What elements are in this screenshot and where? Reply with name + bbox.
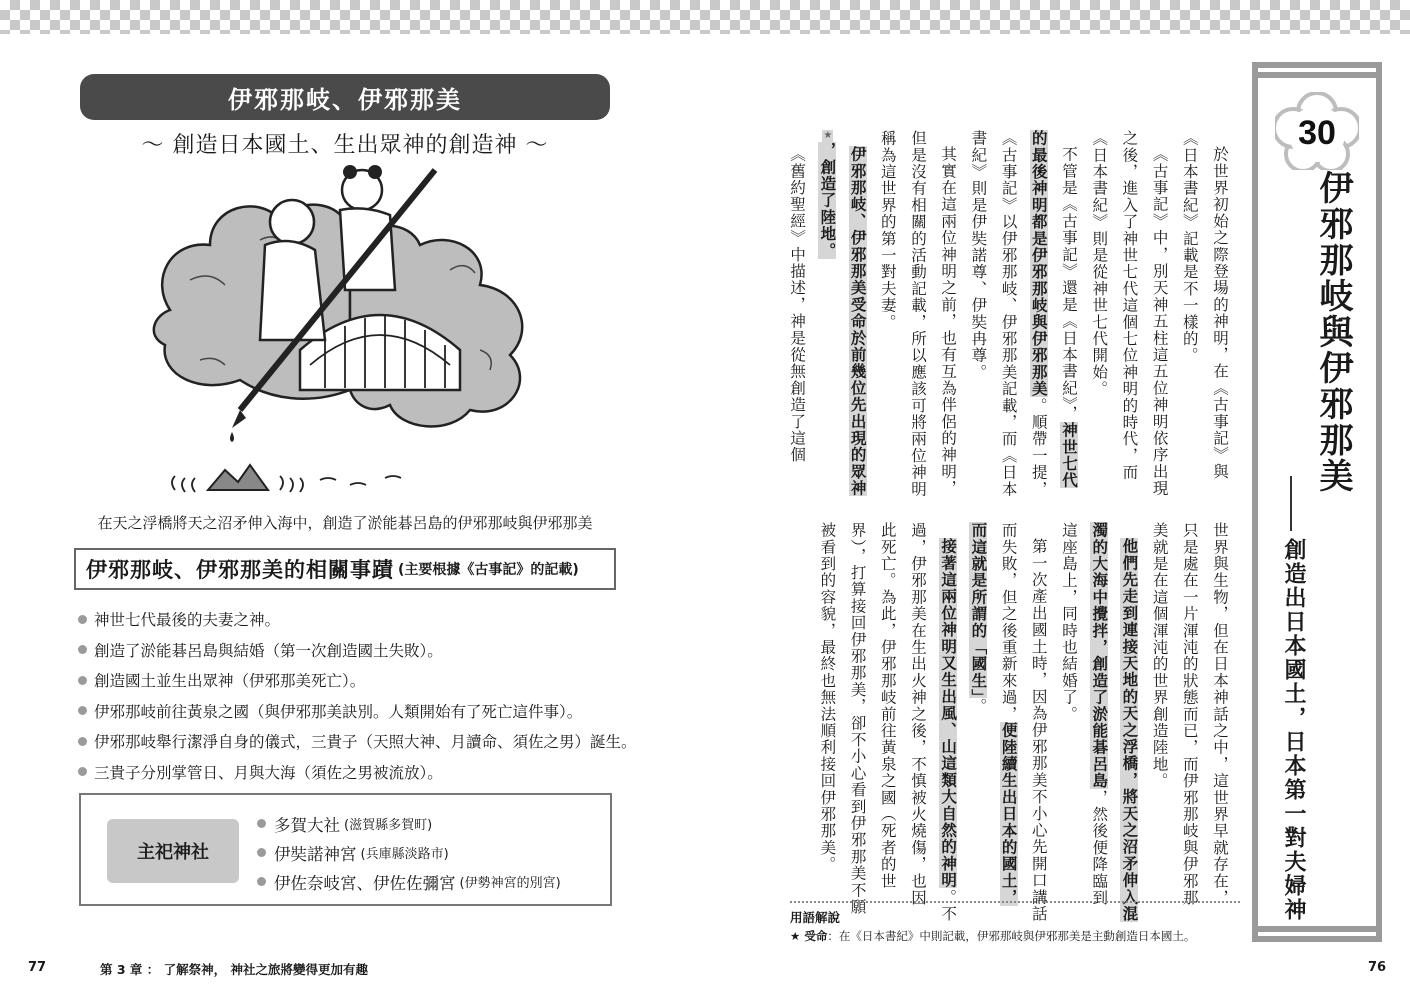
highlighted-text: 他們先走到連接天地的天之浮橋，將天之沼矛伸入混濁的大海中攪拌，創造了淤能碁呂島 [1090,522,1139,922]
bullet-icon [78,737,87,746]
body-text-top [788,130,1235,500]
right-page-number: 76 [1368,960,1387,975]
star-icon: ★ [822,130,834,143]
right-subtitle: 創造出日本國土，日本第一對夫婦神 [1281,538,1306,922]
glossary-title: 用語解說 [790,910,841,925]
list-item: 神世七代最後的夫妻之神。 [78,604,638,635]
facts-title: 伊邪那岐、伊邪那美的相關事蹟 [86,558,394,582]
chapter-footer: 第 3 章 ： 了解祭神， 神社之旅將變得更加有趣 [100,962,368,977]
list-item: 創造了淤能碁呂島與結婚（第一次創造國土失敗）。 [78,635,638,666]
list-item: 多賀大社 (滋賀縣多賀町) [257,809,561,838]
list-item: 創造國土並生出眾神（伊邪那美死亡）。 [78,665,638,696]
facts-title-box [74,548,616,590]
highlighted-text: 伊邪那岐、伊邪那美受命於前幾位先出現的眾神 [848,145,867,497]
bullet-icon [78,615,87,624]
left-subtitle: ～ 創造日本國土、生出眾神的創造神 ～ [141,133,549,158]
left-title-bar [80,74,610,120]
shrines-list [257,809,561,896]
paragraph: 不管是《古事記》還是《日本書紀》，神世七代的最後神明都是伊邪那岐與伊邪那美。順帶一提，《古事記》以伊邪那岐、伊邪那美記載，而《日本書紀》則是伊奘諾尊、伊奘冉尊。 [969,130,1078,498]
frame-left-bar [1252,62,1258,942]
flower-badge-icon [1275,92,1359,170]
paragraph: 《舊約聖經》中描述，神是從無創造了這個 [788,145,807,463]
highlighted-text: 便陸續生出日本的國土，而這就是所謂的「國生」 [969,522,1018,907]
list-item: 伊邪那岐舉行潔淨自身的儀式，三貴子（天照大神、月讀命、須佐之男）誕生。 [78,726,638,757]
frame-right-bar [1376,62,1382,942]
paragraph: 其實在這兩位神明之前，也有互為伴侶的神明，但是沒有相關的活動記載，所以應該可將兩位神明稱為這世界的第一對夫妻。 [878,130,958,498]
checker-band [0,0,1410,40]
list-item: 伊奘諾神宮 (兵庫縣淡路市) [257,838,561,867]
glossary-divider [790,901,1240,903]
frame-bottom-bar [1252,926,1382,932]
left-page-number: 77 [28,960,47,975]
bullet-icon [78,706,87,715]
glossary-note: ★ 受命：在《日本書紀》中則記載，伊邪那岐與伊邪那美是主動創造日本國土。 [790,929,1196,943]
body-text-bottom [785,522,1235,922]
list-item: 三貴子分別掌管日、月與大海（須佐之男被流放）。 [78,757,638,788]
shrines-label: 主祀神社 [107,819,239,883]
left-title: 伊邪那岐、伊邪那美 [228,85,462,114]
facts-list [78,604,638,787]
paragraph: 《古事記》中，別天神五柱這五位神明依序出現之後，進入了神世七代這個七位神明的時代，而《日本書紀》則是從神世七代開始。 [1090,130,1169,497]
bullet-icon [257,877,266,886]
bullet-icon [257,848,266,857]
shrines-box [79,793,612,906]
list-item: 伊佐奈岐宮、伊佐佐彌宮 (伊勢神宮的別宮) [257,867,561,896]
bullet-icon [78,645,87,654]
chapter-number: 30 [1298,114,1336,152]
title-divider [1290,476,1292,531]
highlighted-text: 接著這兩位神明又生出風、山這類大自然的神明 [939,537,958,889]
list-item: 伊邪那岐前往黃泉之國（與伊邪那美訣別。人類開始有了死亡這件事）。 [78,696,638,727]
paragraph: 第一次產出國土時，因為伊邪那美不小心先開口講話而失敗，但之後重新來過，便陸續生出日本的國土，而這就是所謂的「國生」。 [969,522,1048,922]
paragraph: 於世界初始之際登場的神明，在《古事記》與《日本書紀》記載是不一樣的。 [1180,130,1229,480]
bullet-icon [257,819,266,828]
bullet-icon [78,676,87,685]
illustration-caption: 在天之浮橋將天之沼矛伸入海中，創造了淤能碁呂島的伊邪那岐與伊邪那美 [97,514,593,532]
bullet-icon [78,767,87,776]
illustration-gods-on-bridge [150,160,540,500]
right-title: 伊邪那岐與伊邪那美 [1313,170,1353,494]
paragraph: 接著這兩位神明又生出風、山這類大自然的神明。不過，伊邪那美在生出火神之後，不慎被火燒傷，也因此死亡。為此，伊邪那岐前往黃泉之國（死者的世界），打算接回伊邪那美，卻不小心看到伊邪那美不願被看到的容貌，最終也無法順利接回伊邪那美。 [818,522,958,922]
paragraph: 世界與生物，但在日本神話之中，這世界早就存在，只是處在一片渾沌的狀態而已，而伊邪那岐與伊邪那美就是在這個渾沌的世界創造陸地。 [1150,522,1229,907]
paragraph: 他們先走到連接天地的天之浮橋，將天之沼矛伸入混濁的大海中攪拌，創造了淤能碁呂島，然後便降臨到這座島上，同時也結婚了。 [1059,522,1139,922]
highlighted-text: 神世七代的最後神明都是伊邪那岐與伊邪那美 [1029,130,1078,489]
paragraph: 伊邪那岐、伊邪那美受命於前幾位先出現的眾神★，創造了陸地。 [818,130,867,497]
frame-bottom-bar-2 [1252,936,1382,942]
facts-title-note: (主要根據《古事記》的記載) [398,562,579,578]
frame-top-bar [1252,62,1382,68]
frame-top-bar-2 [1252,72,1382,78]
